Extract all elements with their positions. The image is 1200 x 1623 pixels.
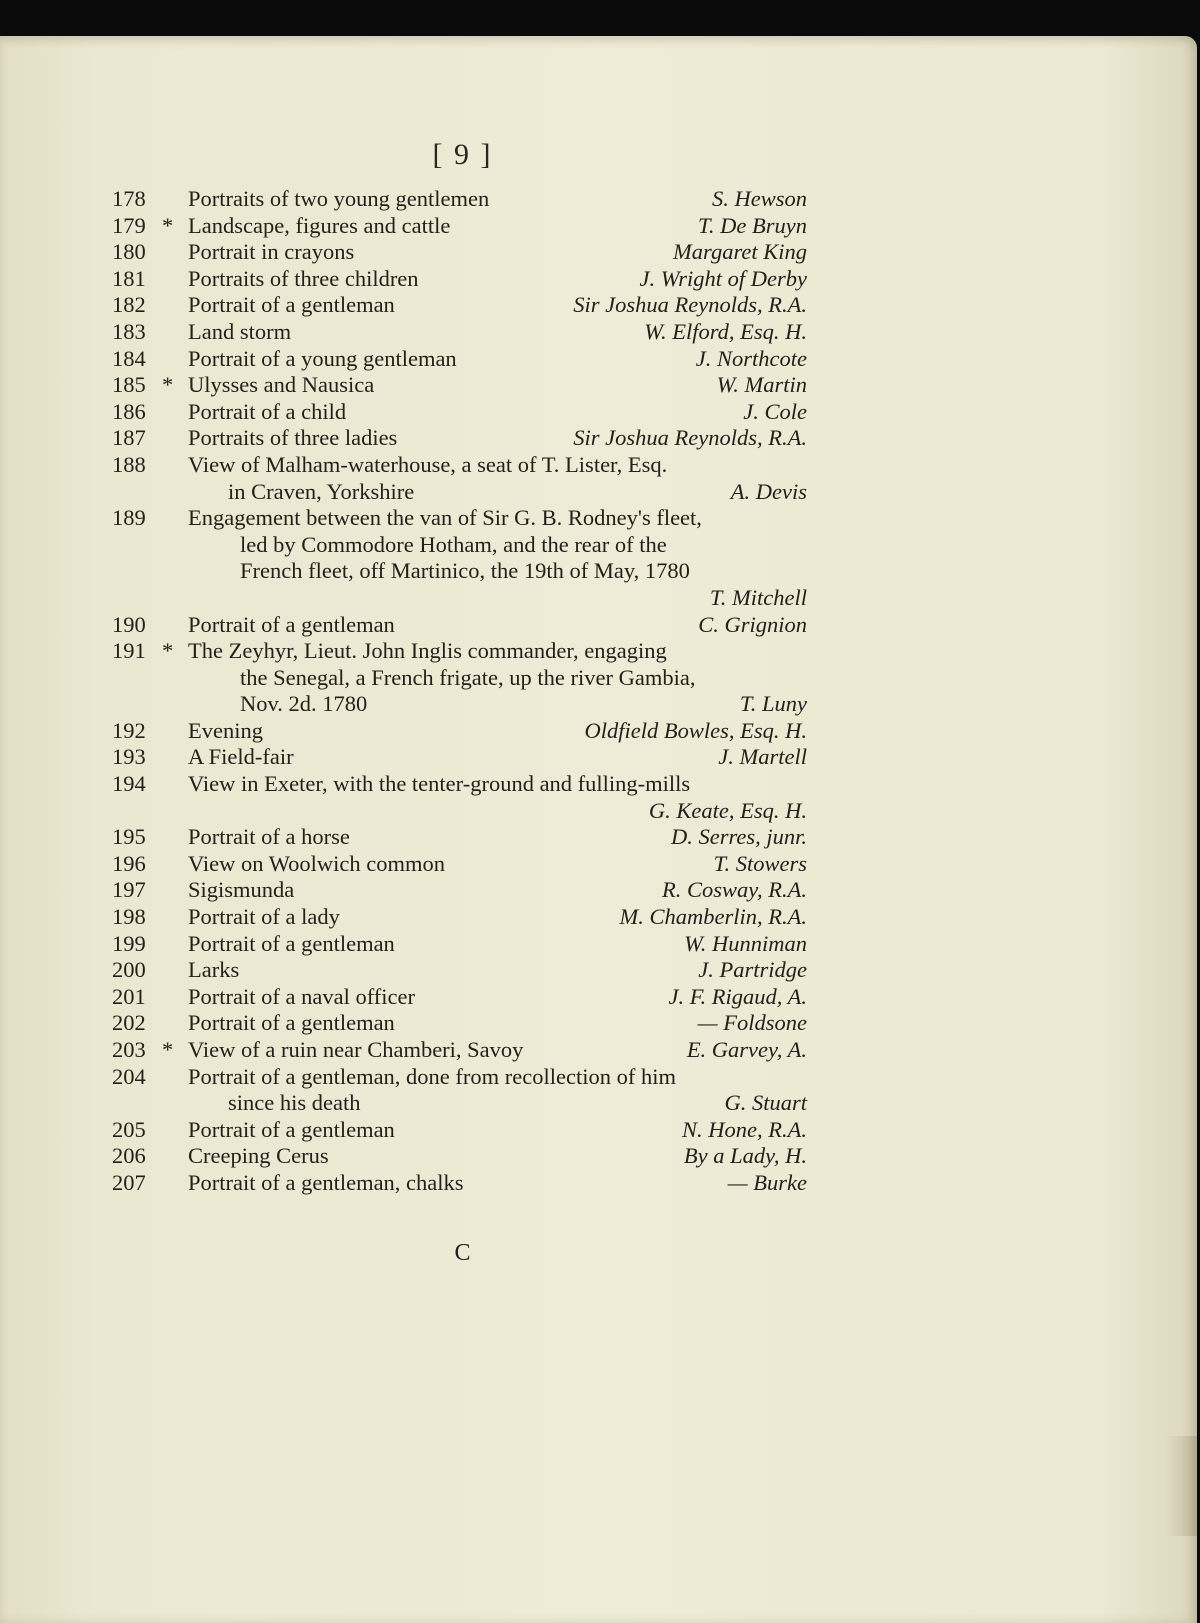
catalogue-entry — [112, 984, 807, 1011]
entry-line — [112, 1170, 807, 1197]
entry-artist: N. Hone, R.A. — [682, 1116, 807, 1142]
entry-line — [112, 1037, 807, 1064]
entry-title: Creeping Cerus — [188, 1143, 329, 1169]
entry-artist: T. Stowers — [713, 850, 807, 876]
entry-title: View of a ruin near Chamberi, Savoy — [188, 1037, 524, 1062]
entry-line — [112, 346, 807, 373]
entry-title: led by Commodore Hotham, and the rear of the — [240, 531, 667, 557]
entry-number: 192 — [112, 717, 146, 743]
entry-title: View on Woolwich common — [188, 850, 446, 876]
entry-artist: G. Stuart — [724, 1090, 807, 1116]
catalogue-entry — [112, 266, 807, 293]
entry-title: Portrait of a naval officer — [188, 983, 415, 1009]
entry-number: 182 — [112, 292, 146, 318]
entry-number: 197 — [112, 877, 146, 903]
catalogue-entry — [112, 931, 807, 958]
catalogue-entry — [112, 213, 807, 240]
entry-artist: J. F. Rigaud, A. — [668, 983, 807, 1009]
entry-number: 203 — [112, 1037, 146, 1062]
entry-title: French fleet, off Martinico, the 19th of May, 1780 — [240, 558, 690, 584]
entry-artist: W. Martin — [716, 372, 807, 398]
entry-line — [112, 612, 807, 639]
catalogue-entry — [112, 904, 807, 931]
entry-line — [112, 851, 807, 878]
entry-title: A Field-fair — [188, 744, 294, 770]
entry-title: Portrait of a gentleman — [188, 1010, 395, 1036]
catalogue-entry — [112, 425, 807, 452]
entry-artist: By a Lady, H. — [683, 1143, 807, 1169]
catalogue-entry — [112, 1117, 807, 1144]
entry-title: Portrait of a horse — [188, 824, 350, 850]
catalogue-entry — [112, 851, 807, 878]
entry-title: Portraits of three ladies — [188, 425, 398, 451]
entry-line — [112, 505, 807, 532]
entry-artist: G. Keate, Esq. H. — [648, 797, 807, 823]
entry-artist: W. Hunniman — [684, 930, 807, 956]
entry-title: in Craven, Yorkshire — [228, 478, 415, 504]
signature-mark: C — [454, 1240, 471, 1266]
entry-line — [112, 984, 807, 1011]
entry-title: Portrait of a gentleman — [188, 1116, 395, 1142]
entry-number: 178 — [112, 186, 146, 211]
entry-number: 186 — [112, 398, 146, 424]
entry-title: Sigismunda — [188, 877, 295, 903]
catalogue-entry — [112, 771, 807, 824]
entry-title: Landscape, figures and cattle — [188, 212, 451, 238]
entry-number: 189 — [112, 505, 146, 531]
entry-line — [112, 399, 807, 426]
entry-line — [112, 931, 807, 958]
entry-line — [112, 665, 807, 692]
catalogue-entry — [112, 1037, 807, 1064]
catalogue-entry — [112, 399, 807, 426]
entry-artist: T. Mitchell — [709, 584, 807, 610]
entry-number: 187 — [112, 425, 146, 451]
entry-number: 202 — [112, 1010, 146, 1036]
entry-title: Portrait in crayons — [188, 239, 355, 265]
entry-number: 188 — [112, 451, 146, 477]
catalogue-entry — [112, 505, 807, 611]
catalogue-entry — [112, 452, 807, 505]
entry-title: Portraits of two young gentlemen — [188, 186, 490, 211]
entry-title: the Senegal, a French frigate, up the river Gambia, — [240, 664, 696, 690]
entry-line — [112, 372, 807, 399]
entry-number: 181 — [112, 265, 146, 291]
entry-number: 198 — [112, 904, 146, 930]
entry-line — [112, 691, 807, 718]
entry-line — [112, 319, 807, 346]
entry-title: Portrait of a young gentleman — [188, 345, 457, 371]
catalogue-entry — [112, 372, 807, 399]
entry-title: Portrait of a lady — [188, 904, 340, 930]
catalogue-entry — [112, 239, 807, 266]
catalogue-entry — [112, 957, 807, 984]
entry-artist: J. Partridge — [698, 957, 807, 983]
entry-title: Portraits of three children — [188, 265, 419, 291]
entry-title: Portrait of a gentleman, chalks — [188, 1169, 464, 1195]
entry-line — [112, 266, 807, 293]
entry-line — [112, 1064, 807, 1091]
entry-number: 195 — [112, 824, 146, 850]
entry-line — [112, 558, 807, 585]
catalogue-entry — [112, 1143, 807, 1170]
entry-artist: Sir Joshua Reynolds, R.A. — [573, 425, 807, 451]
catalogue-entry — [112, 612, 807, 639]
entry-number: 200 — [112, 957, 146, 983]
entry-title: Ulysses and Nausica — [188, 372, 375, 398]
entry-line — [112, 638, 807, 665]
entry-title: Engagement between the van of Sir G. B. Rodney's fleet, — [188, 505, 702, 531]
entry-line — [112, 452, 807, 479]
entry-line — [112, 744, 807, 771]
entry-line — [112, 1117, 807, 1144]
entry-artist: C. Grignion — [698, 611, 807, 637]
catalogue-entry — [112, 186, 807, 213]
entry-line — [112, 771, 807, 798]
entry-number: 191 — [112, 638, 146, 664]
entry-line — [112, 1090, 807, 1117]
entry-number: 179 — [112, 212, 146, 238]
entry-number: 180 — [112, 239, 146, 265]
entry-title: Portrait of a gentleman — [188, 611, 395, 637]
entry-number: 196 — [112, 850, 146, 876]
entry-title: Evening — [188, 717, 263, 743]
entry-line — [112, 425, 807, 452]
catalogue-entry — [112, 824, 807, 851]
catalogue-entry — [112, 744, 807, 771]
entry-line — [112, 585, 807, 612]
entry-star-marker: * — [162, 1037, 174, 1062]
entry-number: 199 — [112, 930, 146, 956]
entry-artist: J. Northcote — [695, 345, 807, 371]
entry-artist: R. Cosway, R.A. — [662, 877, 807, 903]
entry-title: since his death — [228, 1090, 361, 1116]
entry-star-marker: * — [162, 212, 174, 238]
entry-title: View in Exeter, with the tenter-ground and fulling-mills — [188, 771, 691, 797]
entry-line — [112, 186, 807, 213]
entry-artist: — Foldsone — [697, 1010, 807, 1036]
entry-number: 185 — [112, 372, 146, 398]
entry-title: Land storm — [188, 318, 292, 344]
entry-line — [112, 479, 807, 506]
entry-number: 193 — [112, 744, 146, 770]
catalogue-entry — [112, 346, 807, 373]
page-edge-shadow — [1165, 1436, 1197, 1536]
entry-title: The Zeyhyr, Lieut. John Inglis commander, engaging — [188, 638, 667, 664]
entry-line — [112, 292, 807, 319]
entry-artist: J. Wright of Derby — [639, 265, 807, 291]
catalogue-entry — [112, 718, 807, 745]
entry-number: 201 — [112, 983, 146, 1009]
entry-title: Larks — [188, 957, 240, 983]
entry-artist: M. Chamberlin, R.A. — [619, 904, 807, 930]
catalogue-entry — [112, 1064, 807, 1117]
catalogue-entry — [112, 319, 807, 346]
entry-title: Nov. 2d. 1780 — [240, 691, 368, 717]
entry-line — [112, 239, 807, 266]
entry-number: 206 — [112, 1143, 146, 1169]
entry-artist: T. De Bruyn — [698, 212, 807, 238]
page-number: [ 9 ] — [432, 138, 493, 171]
entry-number: 190 — [112, 611, 146, 637]
entry-title: Portrait of a gentleman — [188, 930, 395, 956]
entry-artist: E. Garvey, A. — [686, 1037, 807, 1062]
entry-artist: — Burke — [727, 1169, 807, 1195]
entry-line — [112, 532, 807, 559]
entry-line — [112, 1010, 807, 1037]
catalogue-entry — [112, 1170, 807, 1197]
entry-line — [112, 877, 807, 904]
entry-line — [112, 718, 807, 745]
entry-star-marker: * — [162, 372, 174, 398]
entry-line — [112, 824, 807, 851]
entry-artist: T. Luny — [739, 691, 807, 717]
entry-line — [112, 957, 807, 984]
catalogue-list — [112, 186, 807, 1197]
entry-artist: Oldfield Bowles, Esq. H. — [584, 717, 807, 743]
entry-title: Portrait of a gentleman — [188, 292, 395, 318]
entry-number: 205 — [112, 1116, 146, 1142]
entry-artist: D. Serres, junr. — [670, 824, 807, 850]
catalogue-entry — [112, 877, 807, 904]
catalogue-entry — [112, 1010, 807, 1037]
entry-artist: J. Martell — [718, 744, 807, 770]
entry-artist: Sir Joshua Reynolds, R.A. — [573, 292, 807, 318]
entry-number: 194 — [112, 771, 146, 797]
entry-title: Portrait of a child — [188, 398, 347, 424]
entry-line — [112, 1143, 807, 1170]
entry-artist: J. Cole — [743, 398, 807, 424]
catalogue-entry — [112, 638, 807, 718]
entry-number: 184 — [112, 345, 146, 371]
entry-number: 204 — [112, 1063, 146, 1089]
entry-number: 207 — [112, 1169, 146, 1195]
catalogue-entry — [112, 292, 807, 319]
entry-artist: Margaret King — [673, 239, 807, 265]
entry-line — [112, 798, 807, 825]
entry-artist: W. Elford, Esq. H. — [644, 318, 807, 344]
entry-number: 183 — [112, 318, 146, 344]
entry-line — [112, 904, 807, 931]
entry-title: View of Malham-waterhouse, a seat of T. Lister, Esq. — [188, 451, 668, 477]
entry-artist: S. Hewson — [712, 186, 807, 211]
entry-line — [112, 213, 807, 240]
entry-title: Portrait of a gentleman, done from recollection of him — [188, 1063, 676, 1089]
entry-star-marker: * — [162, 638, 174, 664]
entry-artist: A. Devis — [730, 478, 807, 504]
